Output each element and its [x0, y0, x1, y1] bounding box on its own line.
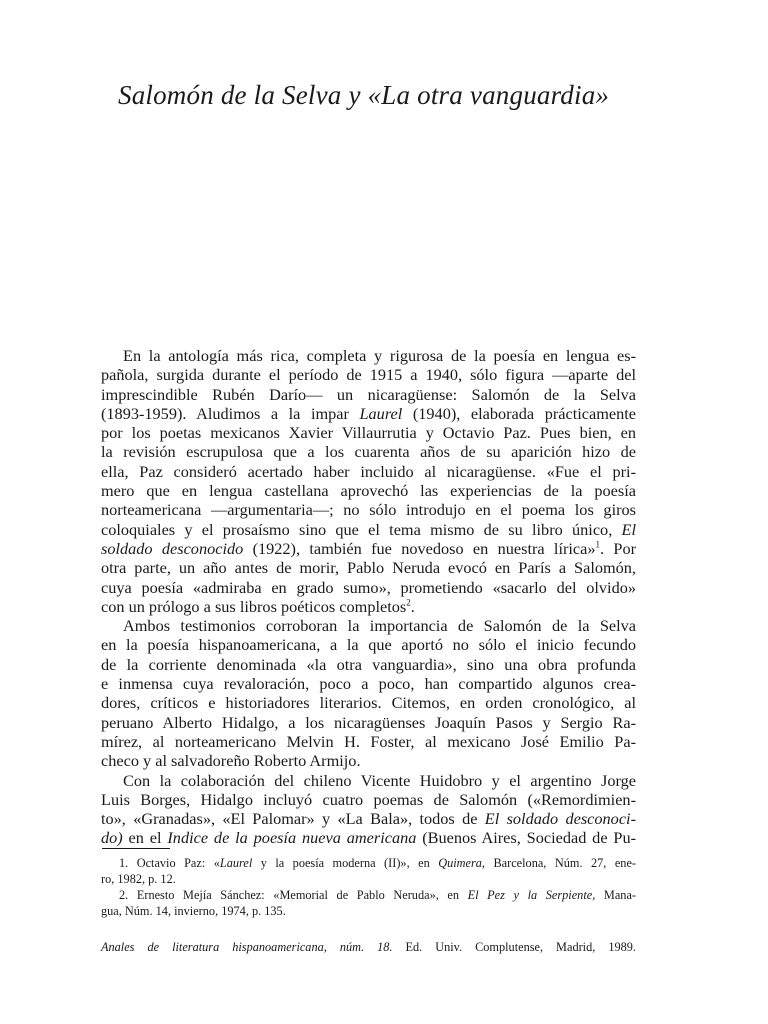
journal-name: Anales de literatura hispanoamericana, núm. 18. — [101, 940, 393, 954]
footnote-ref: 2 — [406, 597, 411, 608]
text-line: pañola, surgida durante el período de 1915 a 1940, sólo figura —aparte del — [101, 365, 636, 385]
text-line: norteamericana —argumentaria—; no sólo introdujo en el poema los giros — [101, 500, 636, 520]
footnote-2: 2. Ernesto Mejía Sánchez: «Memorial de Pablo Neruda», en El Pez y la Serpiente, Mana- — [119, 888, 636, 902]
paragraph-2 — [101, 616, 636, 770]
footnote-1: 1. Octavio Paz: «Laurel y la poesía moderna (II)», en Quimera, Barcelona, Núm. 27, ene- — [119, 856, 636, 870]
text-line: mírez, al norteamericano Melvin H. Foster, al mexicano José Emilio Pa- — [101, 731, 636, 751]
text-line: to», «Granadas», «El Palomar» y «La Bala», todos de El soldado desconoci- — [101, 809, 636, 829]
text-line: Ambos testimonios corroboran la importancia de Salomón de la Selva — [123, 616, 636, 636]
paragraph-3 — [101, 771, 636, 848]
journal-footer — [101, 939, 636, 955]
text-line: cuya poesía «admiraba en grado sumo», prometiendo «sacarlo del olvido» — [101, 577, 636, 597]
text-line: peruano Alberto Hidalgo, a los nicaragüenses Joaquín Pasos y Sergio Ra- — [101, 712, 636, 732]
text-line: dores, críticos e historiadores literarios. Citemos, en orden cronológico, al — [101, 693, 636, 713]
footnote-2-cont: gua, Núm. 14, invierno, 1974, p. 135. — [101, 904, 286, 918]
text-line: la revisión escrupulosa que a los cuarenta años de su aparición hizo de — [101, 442, 636, 462]
footnotes — [101, 855, 636, 919]
text-line: mero que en lengua castellana aprovechó las experiencias de la poesía — [101, 481, 636, 501]
article-title: Salomón de la Selva y «La otra vanguardia» — [118, 80, 610, 110]
text-line: (1893-1959). Aludimos a la impar Laurel (1940), elaborada prácticamente — [101, 403, 636, 423]
footnote-1-cont: ro, 1982, p. 12. — [101, 872, 176, 886]
body-text — [101, 346, 636, 848]
text-line: coloquiales y el prosaísmo sino que el tema mismo de su libro único, El — [101, 519, 636, 539]
text-line: por los poetas mexicanos Xavier Villaurrutia y Octavio Paz. Pues bien, en — [101, 423, 636, 443]
text-line: checo y al salvadoreño Roberto Armijo. — [101, 751, 361, 771]
footnote-ref: 1 — [595, 539, 601, 550]
text-line: otra parte, un año antes de morir, Pablo Neruda evocó en París a Salomón, — [101, 558, 636, 578]
text-line: e inmensa cuya revaloración, poco a poco, han compartido algunos crea- — [101, 674, 636, 694]
text-line: ella, Paz consideró acertado haber incluido al nicaragüense. «Fue el pri- — [101, 461, 636, 481]
text-line: en la poesía hispanoamericana, a la que aportó no sólo el inicio fecundo — [101, 635, 636, 655]
footnote-divider — [102, 848, 170, 849]
text-line: Con la colaboración del chileno Vicente Huidobro y el argentino Jorge — [123, 770, 636, 790]
text-line: Luis Borges, Hidalgo incluyó cuatro poemas de Salomón («Remordimien- — [101, 789, 636, 809]
text-line: de la corriente denominada «la otra vanguardia», sino una obra profunda — [101, 654, 636, 674]
footer-line — [101, 939, 636, 955]
paragraph-1 — [101, 346, 636, 616]
text-line: En la antología más rica, completa y rigurosa de la poesía en lengua es- — [123, 346, 636, 365]
text-line: imprescindible Rubén Darío— un nicaragüense: Salomón de la Selva — [101, 384, 636, 404]
text-line: soldado desconocido (1922), también fue novedoso en nuestra lírica»$^1$. Por — [101, 538, 637, 558]
publisher-info: Ed. Univ. Complutense, Madrid, 1989. — [392, 940, 636, 954]
text-line: do) en el Indice de la poesía nueva americana (Buenos Aires, Sociedad de Pu- — [101, 828, 637, 848]
text-line: con un prólogo a sus libros poéticos completos$^2$. — [101, 596, 415, 616]
